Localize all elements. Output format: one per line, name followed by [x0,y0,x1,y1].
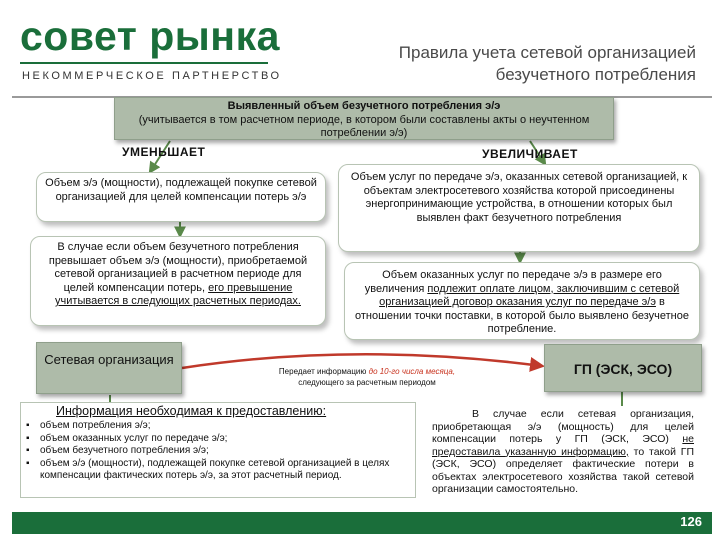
main-box-subtitle: (учитывается в том расчетном периоде, в котором были составлены акты о неучтенном потреблении э/э) [138,113,590,139]
left-box-excess-underlined: его превышение учитывается в следующих расчетных периодах. [55,281,301,307]
logo-subtitle: НЕКОММЕРЧЕСКОЕ ПАРТНЕРСТВО [22,70,282,82]
right-note [432,408,694,496]
main-box [114,97,614,140]
info-title: Информация необходимая к предоставлению: [56,404,327,418]
page-number: 126 [680,514,702,529]
right-box-payment-part2: в отношении точки поставки, в которой было выявлено безучетное потребление. [354,296,689,335]
right-box-payment [344,262,700,340]
list-item: ▪ объем потребления э/э; [26,420,416,433]
label-decreases: УМЕНЬШАЕТ [122,145,206,159]
network-organization-box: Сетевая организация [36,342,182,394]
left-box-losses: Объем э/э (мощности), подлежащей покупке сетевой организацией для целей компенсации потерь э/э [36,172,326,222]
transfer-caption-part2: следующего за расчетным периодом [298,378,436,387]
slide-title: Правила учета сетевой организацией безучетного потребления [398,43,696,84]
transfer-caption-part1: Передает информацию [278,367,367,376]
list-item: ▪ объем безучетного потребления э/э; [26,445,416,458]
left-box-excess-text: В случае если объем безучетного потребления превышает объем э/э (мощности), приобретаемой сетевой организацией в расчетном периоде для целей компенсации потерь, [48,241,308,294]
transfer-deadline: до 10-го числа месяца, [368,367,456,376]
right-note-part1: В случае если сетевая организация, приобретающая э/э (мощность) для целей компенсации потерь у ГП (ЭСК, ЭСО) [432,408,694,445]
logo-wordmark: совет рынка [20,13,280,59]
gp-box: ГП (ЭСК, ЭСО) [544,344,702,392]
right-box-services: Объем услуг по передаче э/э, оказанных сетевой организацией, к объектам электросетевого хозяйства которой присоединены энергопринимающие устройства, в отношении которых был выявлен факт безучетного потребления [338,164,700,252]
info-list [26,420,416,483]
right-note-part2: то такой ГП (ЭСК, ЭСО) определяет фактические потери в объектах электросетевого хозяйства такой сетевой организации самостоятельно. [432,445,695,495]
right-note-underlined: не предоставила указанную информацию, [432,433,694,458]
list-item: ▪ объем оказанных услуг по передаче э/э; [26,433,416,446]
footer-bar [12,512,712,534]
list-item: ▪ объем э/э (мощности), подлежащей покупке сетевой организацией в целях компенсации фактических потерь э/э, за этот расчетный период. [26,458,416,483]
main-box-title: Выявленный объем безучетного потребления э/э [227,100,501,112]
left-box-excess [30,236,326,326]
label-increases: УВЕЛИЧИВАЕТ [482,147,578,161]
right-box-payment-part1: Объем оказанных услуг по передаче э/э в размере его увеличения [364,269,662,295]
right-box-payment-underlined: подлежит оплате лицом, заключившим с сетевой организацией договор оказания услуг по передаче э/э [379,282,680,308]
transfer-caption [252,366,482,388]
